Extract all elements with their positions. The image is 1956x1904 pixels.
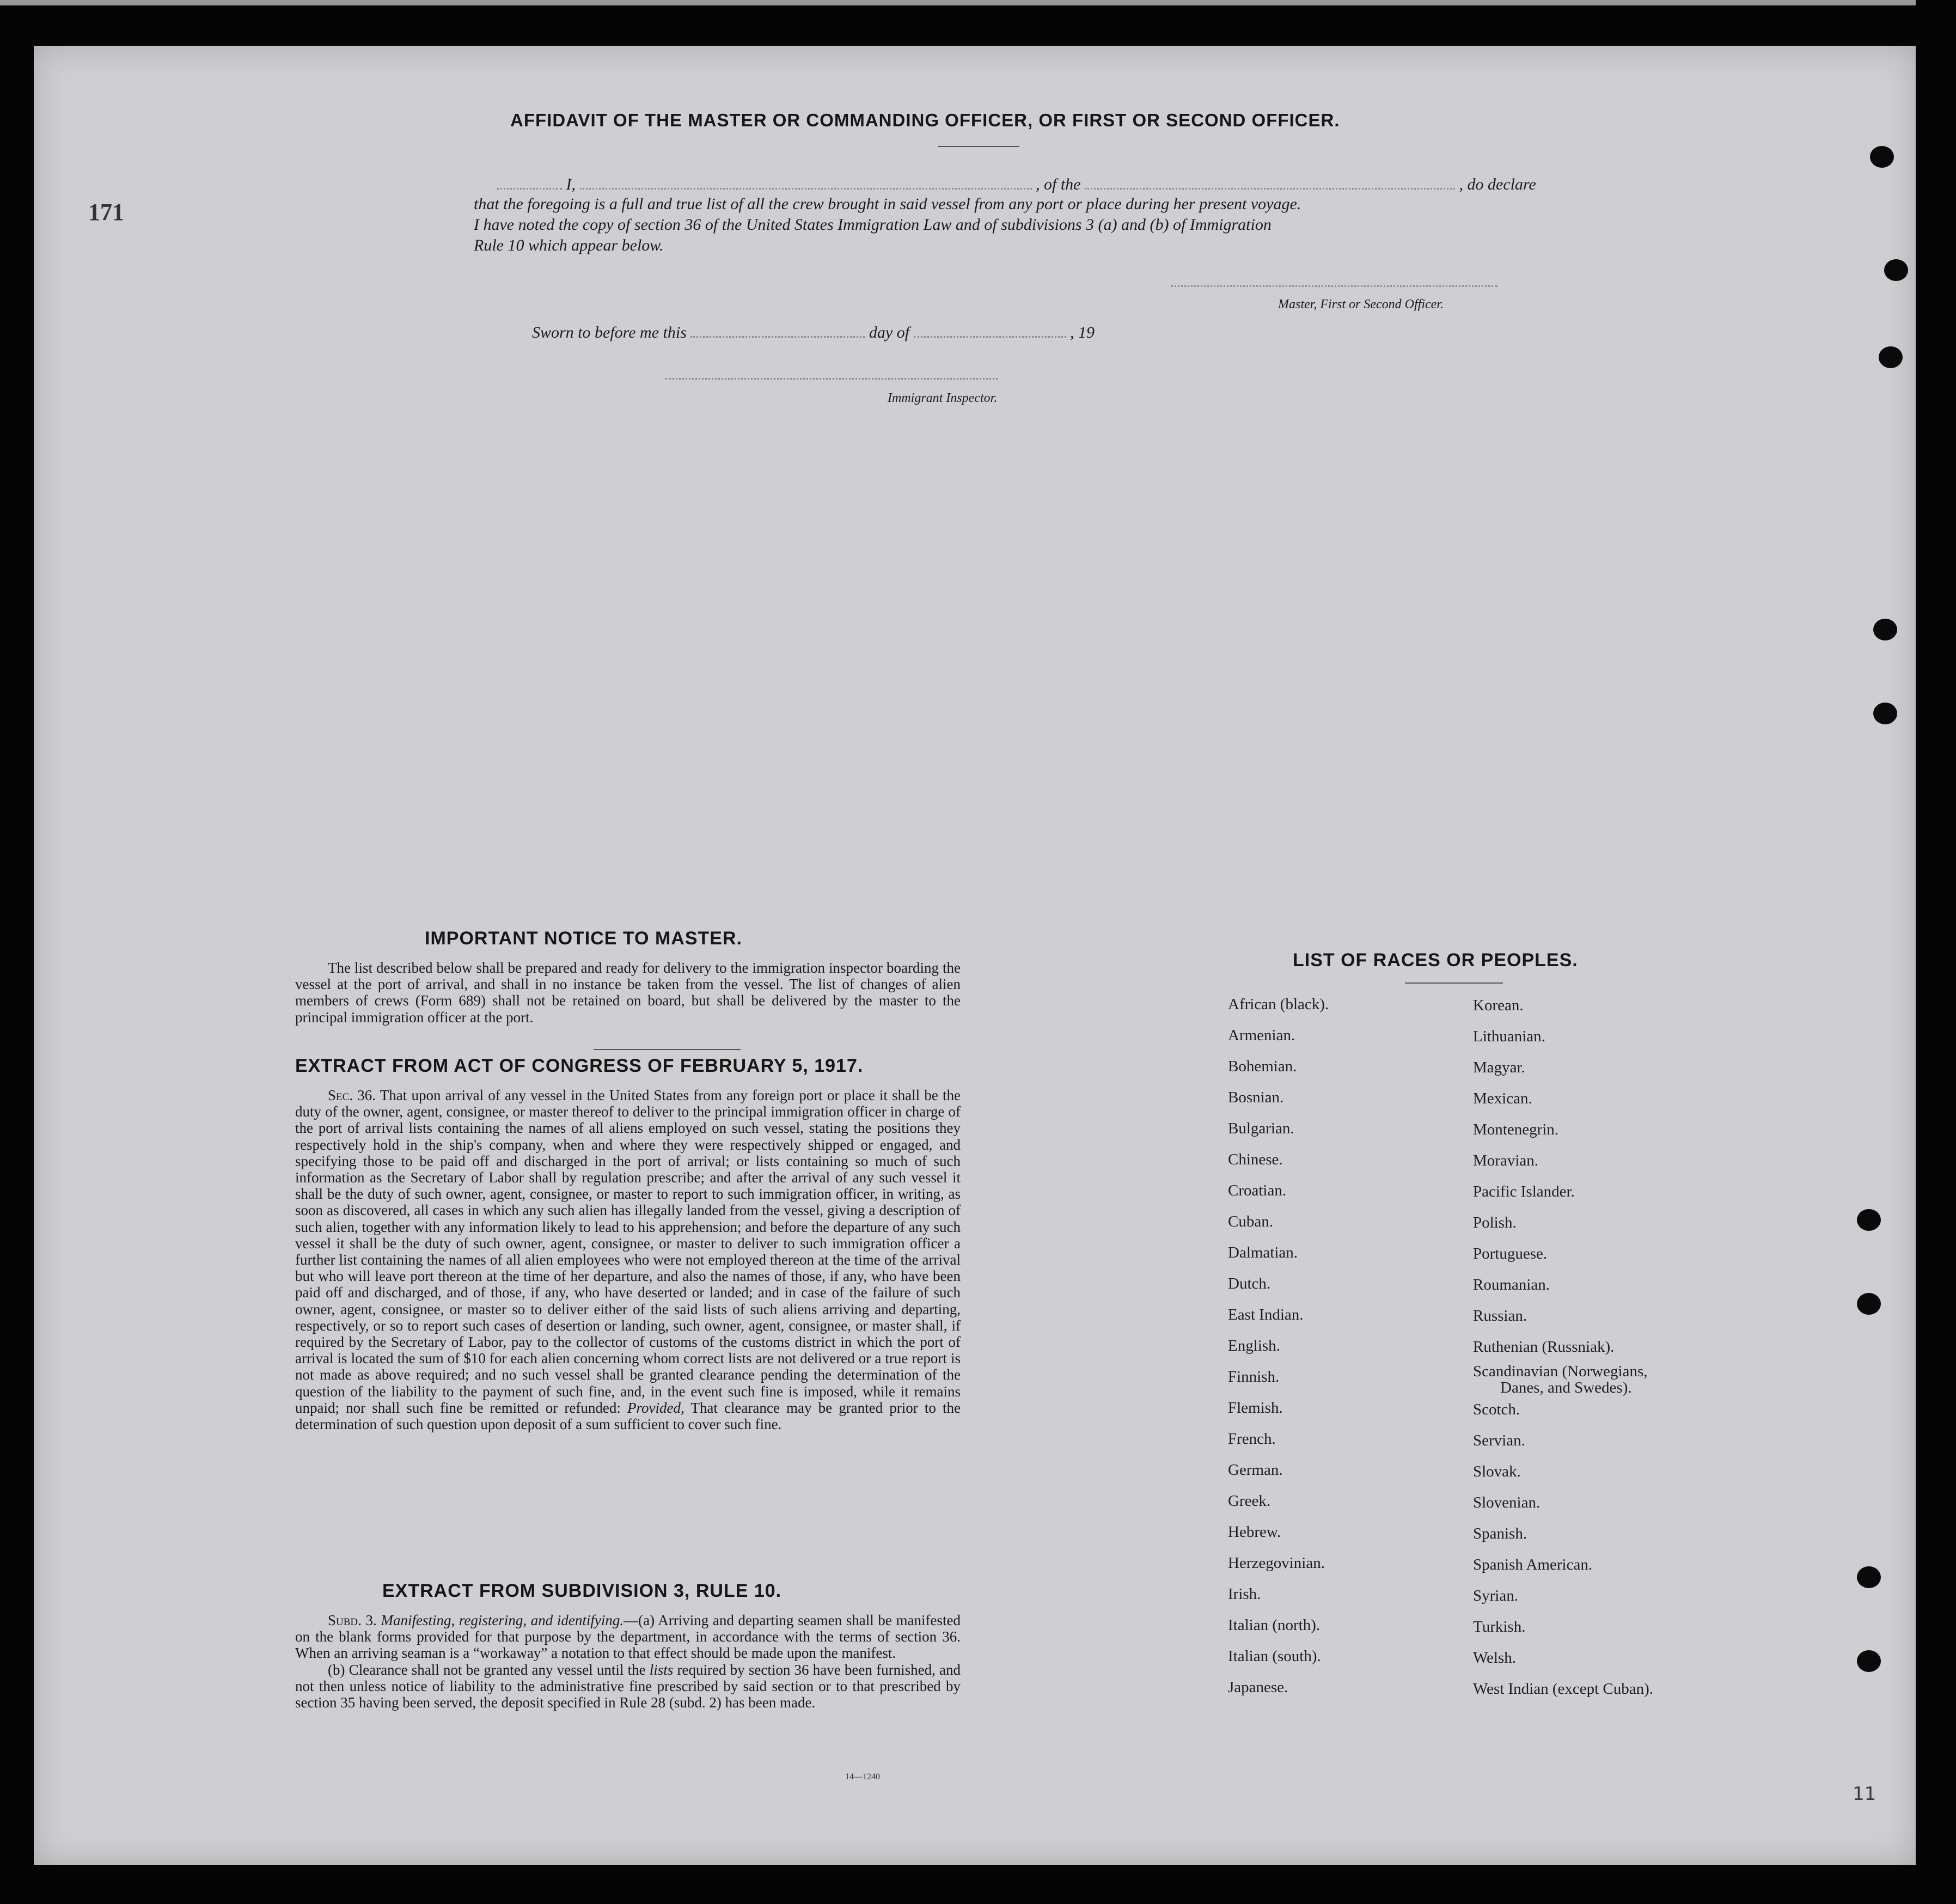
affidavit-of-the: , of the [1036, 175, 1081, 193]
race-item: Slovak. [1473, 1463, 1521, 1480]
race-item: Armenian. [1228, 1027, 1295, 1044]
sworn-year: , 19 [1070, 324, 1095, 341]
race-item: Dalmatian. [1228, 1244, 1298, 1261]
punch-hole [1857, 1650, 1881, 1672]
document-sheet [34, 46, 1916, 1865]
inspector-signature-line [665, 378, 998, 380]
race-item: Bulgarian. [1228, 1120, 1294, 1137]
race-item: Magyar. [1473, 1059, 1525, 1076]
sworn-day-blank [690, 336, 865, 338]
affidavit-line-4: Rule 10 which appear below. [474, 236, 664, 254]
act-text-block [295, 1087, 961, 1432]
race-item: Bosnian. [1228, 1089, 1284, 1106]
race-item: Bohemian. [1228, 1058, 1297, 1075]
title-underline [938, 146, 1019, 147]
race-item: Herzegovinian. [1228, 1554, 1325, 1572]
race-item: Russian. [1473, 1307, 1527, 1325]
act-text: That upon arrival of any vessel in the United States from any foreign port or place it shall be the duty of the owner, agent, consignee, or master thereof to deliver to the principal immigration officer in charge of the port of arrival lists containing the names of all aliens employed on such vessel, stating the positions they respectively hold in the ship's company, when and where they were respectively shipped or engaged, and specifying those to be paid off and discharged in the port of arrival; or lists containing so much of such information as the Secretary of Labor shall by regulation prescribe; and after the arrival of any such vessel it shall be the duty of such owner, agent, consignee, or master to report to such immigration officer, in writing, as soon as discovered, all cases in which any such alien has illegally landed from the vessel, giving a description of such alien, together with any information likely to lead to his apprehension; and before the departure of any such vessel it shall be the duty of such owner, agent, consignee, or master to deliver to such immigration officer a further list containing the names of all alien employees who were not employed thereon at the time of the arrival but who will leave port thereon at the time of her departure, and also the names of those, if any, who have been paid off and discharged, and of those, if any, who have deserted or landed; and in case of the failure of such owner, agent, consignee, or master so to deliver either of the said lists of such aliens arriving and departing, respectively, or so to report such cases of desertion or landing, such owner, agent, consignee, or master shall, if required by the Secretary of Labor, pay to the collector of customs of the customs district in which the port of arrival is located the sum of $10 for each alien concerning whom correct lists are not delivered or a true report is not made as above required; and no such vessel shall be granted clearance pending the determination of the question of the liability to the payment of such fine, and, in the event such fine is imposed, while it remains unpaid; nor shall such fine be remitted or refunded: [295, 1087, 961, 1416]
margin-number: 171 [88, 199, 124, 225]
punch-hole [1879, 346, 1903, 368]
bottom-right-mark: 11 [1853, 1783, 1876, 1805]
race-item: Italian (north). [1228, 1616, 1321, 1634]
provided-text: That clearance may be granted prior to the determination of such question upon deposit of a sum sufficient to cover such fine. [295, 1399, 961, 1433]
race-item: Korean. [1473, 997, 1524, 1014]
sworn-line [532, 324, 1095, 342]
races-title: LIST OF RACES OR PEOPLES. [1293, 950, 1578, 971]
para-b-lead: (b) Clearance shall not be granted any vessel until the [328, 1661, 646, 1678]
race-item: Polish. [1473, 1214, 1517, 1231]
punch-hole [1873, 619, 1897, 640]
section-label: Sec. 36. [328, 1087, 376, 1103]
race-item: Japanese. [1228, 1679, 1288, 1696]
punch-hole [1857, 1293, 1881, 1315]
race-item: Servian. [1473, 1432, 1525, 1449]
punch-hole [1857, 1566, 1881, 1588]
race-item: Hebrew. [1228, 1523, 1281, 1541]
master-signature-line [1171, 285, 1497, 287]
races-underline [1405, 982, 1503, 984]
race-item: Montenegrin. [1473, 1121, 1559, 1138]
subd-heading: Manifesting, registering, and identifying. [381, 1612, 624, 1628]
race-item: Italian (south). [1228, 1647, 1321, 1665]
notice-text: The list described below shall be prepared and ready for delivery to the immigration inspector boarding the vessel at the port of arrival, and shall in no instance be taken from the vessel. The list of changes of alien members of crews (Form 689) shall not be retained on board, but shall be delivered by the master to the principal immigration officer at the port. [295, 960, 961, 1026]
sworn-day: day of [869, 324, 910, 341]
rule-text-block [295, 1612, 961, 1711]
subd-para-a: —(a) Arriving and departing seamen shall be manifested on the blank forms provided for that purpose by the department, in accordance with the terms of section 36. When an arriving seaman is a “workaway” a notation to that effect should be made upon the manifest. [295, 1612, 961, 1662]
notice-divider [594, 1049, 741, 1050]
race-item: French. [1228, 1430, 1276, 1448]
affidavit-line-2: that the foregoing is a full and true list of all the crew brought in said vessel from any port or place during her present voyage. [474, 195, 1301, 213]
affidavit-title: AFFIDAVIT OF THE MASTER OR COMMANDING OFFICER, OR FIRST OR SECOND OFFICER. [510, 110, 1340, 130]
race-item: Chinese. [1228, 1151, 1283, 1168]
vessel-blank [1085, 188, 1455, 190]
race-item: Slovenian. [1473, 1494, 1541, 1511]
race-item: German. [1228, 1461, 1283, 1479]
race-item: Scotch. [1473, 1401, 1520, 1418]
master-label: Master, First or Second Officer. [1278, 297, 1444, 312]
affidavit-line-3: I have noted the copy of section 36 of the United States Immigration Law and of subdivisions 3 (a) and (b) of Immigration [474, 216, 1272, 234]
top-edge-line [0, 0, 1916, 5]
race-item: Mexican. [1473, 1090, 1532, 1107]
subd-label: Subd. 3. [328, 1612, 377, 1628]
race-item: Lithuanian. [1473, 1028, 1545, 1045]
rule-paragraph-b [295, 1662, 961, 1711]
notice-title: IMPORTANT NOTICE TO MASTER. [425, 928, 742, 949]
race-item: West Indian (except Cuban). [1473, 1680, 1654, 1698]
rule-paragraph-a [295, 1612, 961, 1662]
race-item: Roumanian. [1473, 1276, 1550, 1293]
race-item: Scandinavian (Norwegians, [1473, 1363, 1648, 1380]
race-item: Moravian. [1473, 1152, 1538, 1169]
race-item: Finnish. [1228, 1368, 1280, 1386]
form-number: 14—1240 [845, 1772, 880, 1781]
rule-title: EXTRACT FROM SUBDIVISION 3, RULE 10. [382, 1580, 782, 1601]
race-item: Flemish. [1228, 1399, 1283, 1417]
race-item: Danes, and Swedes). [1500, 1379, 1632, 1396]
punch-hole [1873, 703, 1897, 724]
race-item: English. [1228, 1337, 1280, 1354]
blank-1 [497, 188, 562, 190]
inspector-label: Immigrant Inspector. [888, 391, 998, 405]
race-item: Croatian. [1228, 1182, 1287, 1199]
race-item: Turkish. [1473, 1618, 1526, 1636]
provided-label: Provided, [627, 1399, 684, 1416]
sworn-month-blank [914, 336, 1066, 338]
race-item: Ruthenian (Russniak). [1473, 1338, 1615, 1356]
race-item: Irish. [1228, 1585, 1261, 1603]
race-item: Dutch. [1228, 1275, 1271, 1292]
affidavit-line-1 [497, 175, 1558, 194]
notice-text-block [295, 960, 961, 1026]
punch-hole [1870, 146, 1894, 168]
race-item: Syrian. [1473, 1587, 1518, 1604]
race-item: Greek. [1228, 1492, 1271, 1510]
act-paragraph [295, 1087, 961, 1432]
act-title: EXTRACT FROM ACT OF CONGRESS OF FEBRUARY 5, 1917. [295, 1055, 864, 1076]
race-item: East Indian. [1228, 1306, 1304, 1323]
race-item: Pacific Islander. [1473, 1183, 1575, 1200]
race-item: African (black). [1228, 996, 1329, 1013]
affidavit-i: I, [566, 175, 576, 193]
para-b-lists: lists [649, 1661, 674, 1678]
race-item: Spanish. [1473, 1525, 1527, 1542]
race-item: Welsh. [1473, 1649, 1517, 1667]
race-item: Portuguese. [1473, 1245, 1548, 1262]
race-item: Spanish American. [1473, 1556, 1593, 1573]
name-blank [580, 188, 1032, 190]
sworn-prefix: Sworn to before me this [532, 324, 687, 341]
affidavit-declare: , do declare [1459, 175, 1536, 193]
punch-hole [1857, 1209, 1881, 1231]
para-b-rest: required by section 36 have been furnished, and not then unless notice of liability to the administrative fine prescribed by said section or to that prescribed by section 35 having been served, the deposit specified in Rule 28 (subd. 2) has been made. [295, 1661, 961, 1711]
punch-hole [1884, 259, 1908, 281]
race-item: Cuban. [1228, 1213, 1273, 1230]
